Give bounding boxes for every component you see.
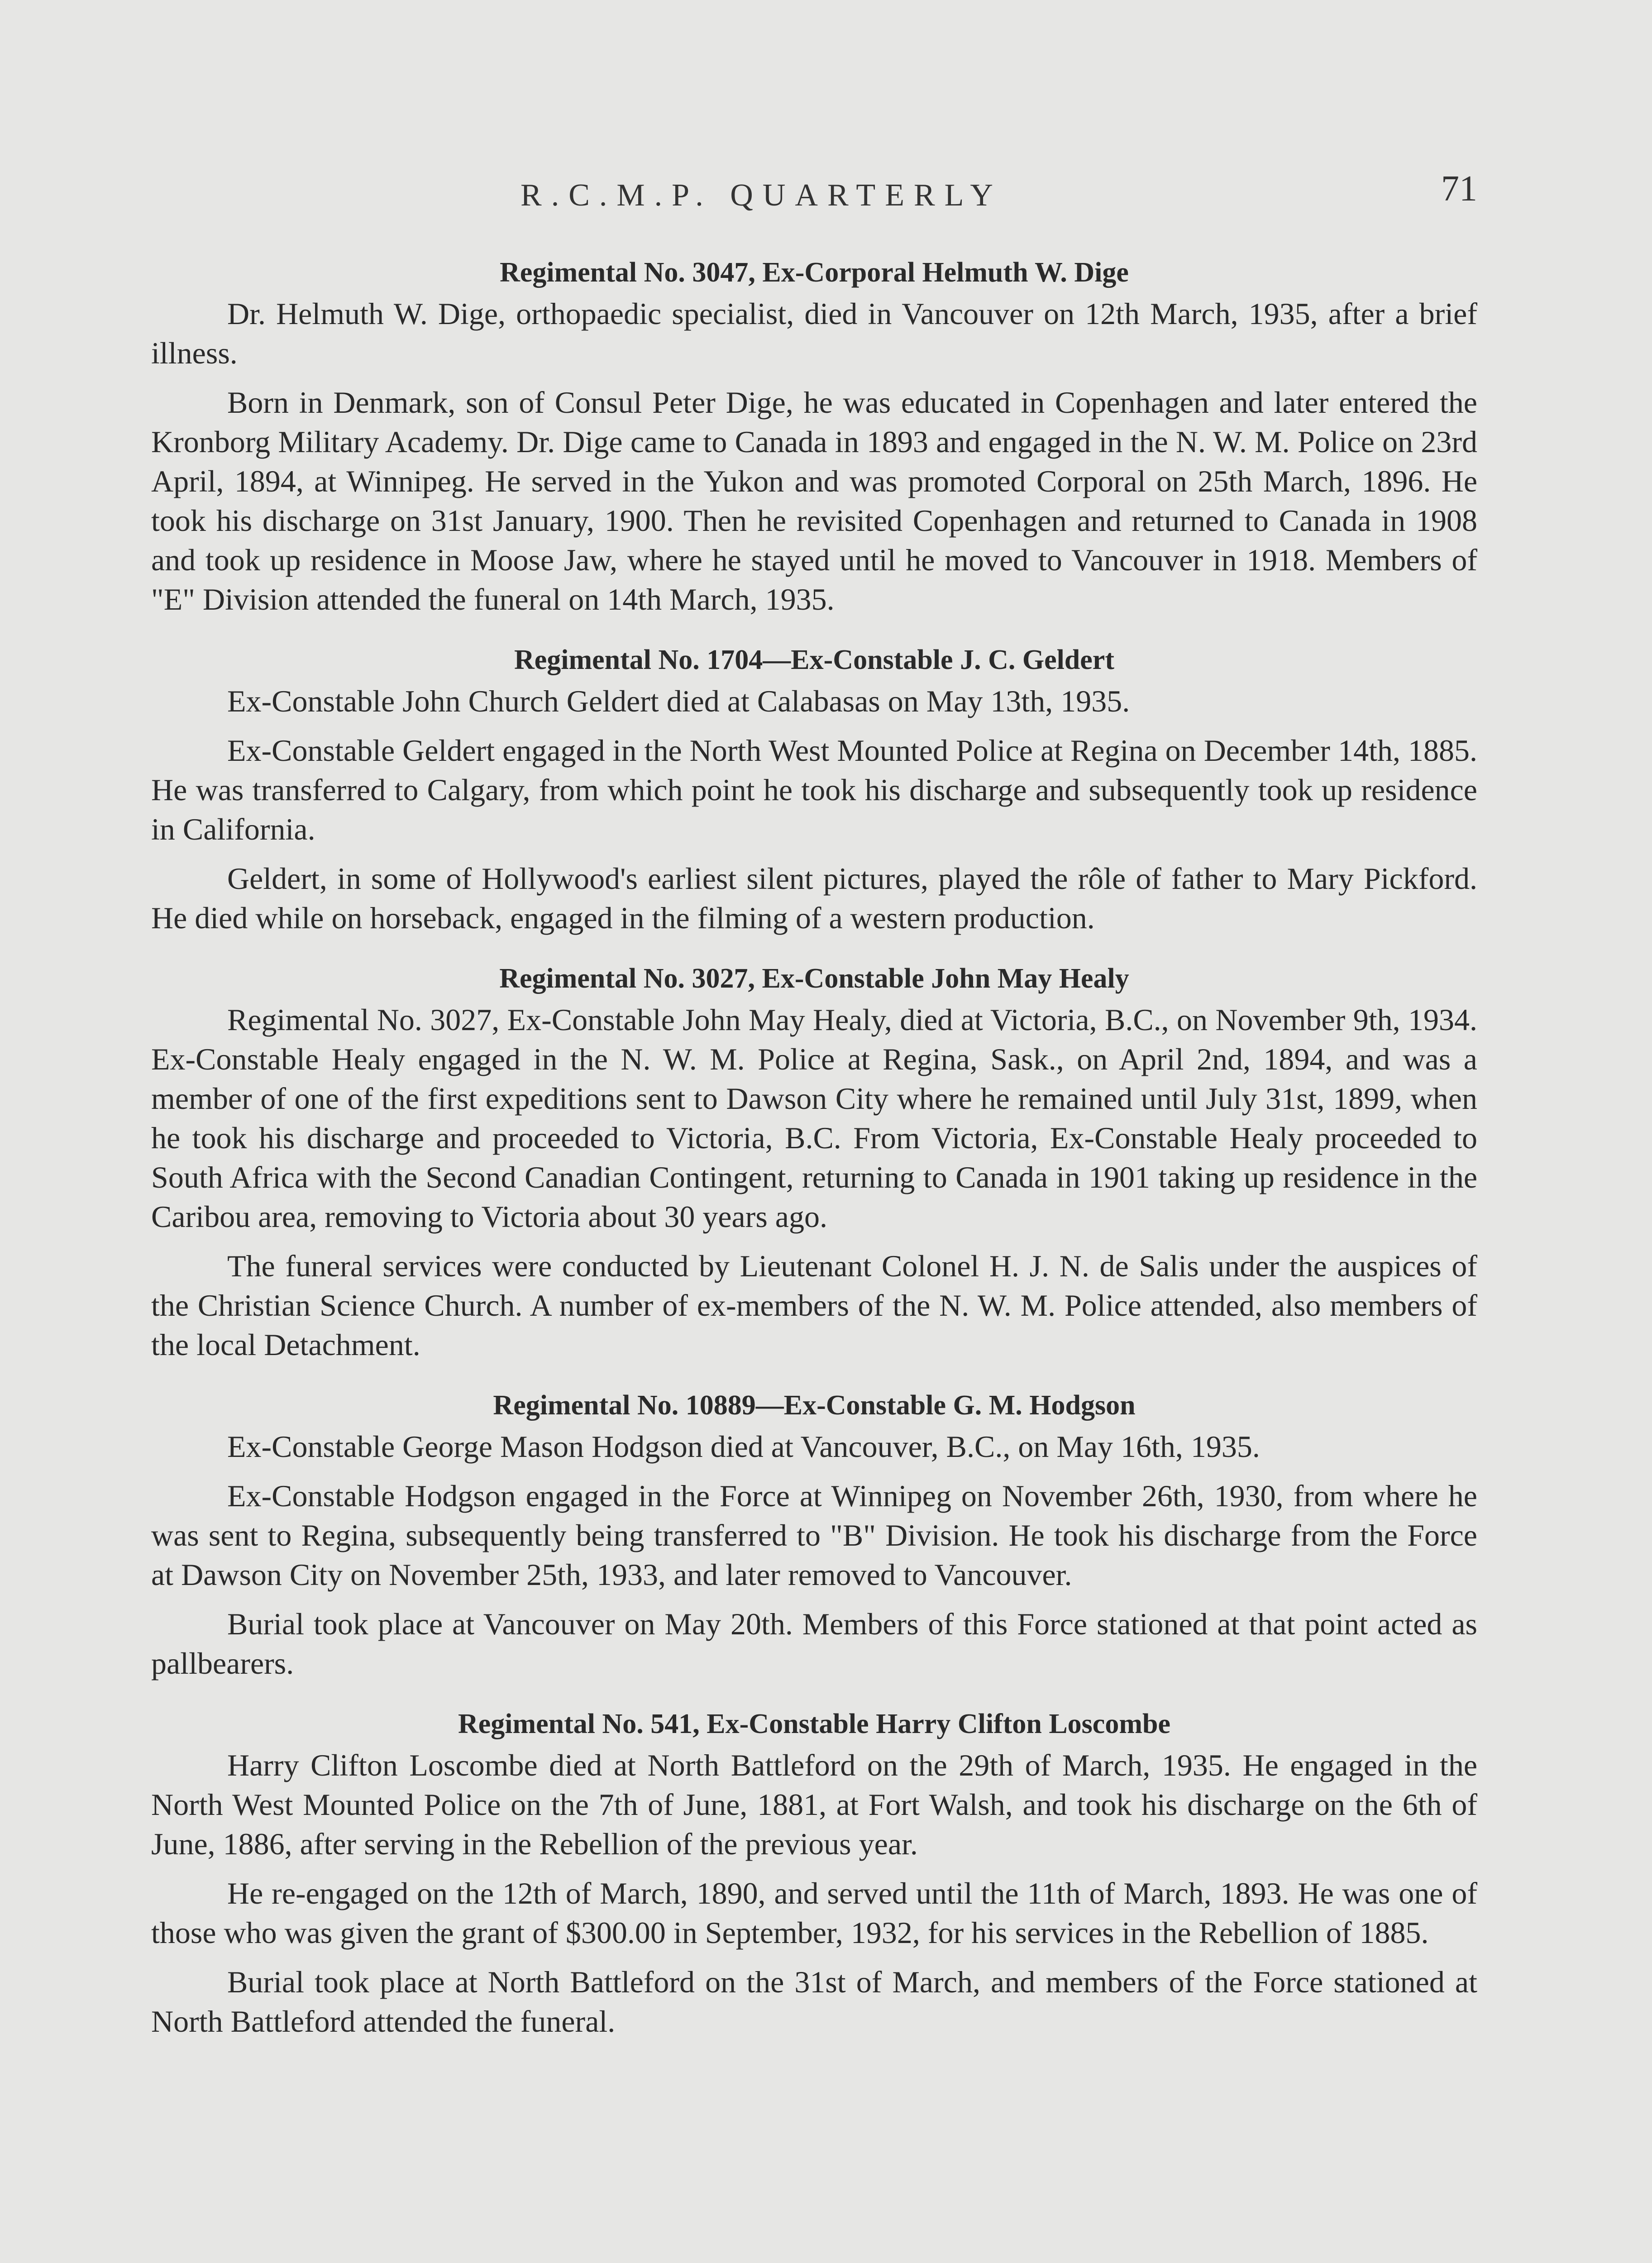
entry-paragraph: Born in Denmark, son of Consul Peter Dige, he was educated in Copenhagen and later entered the Kronborg Military Academy. Dr. Dige came to Canada in 1893 and engaged in the N. W. M. Police on 23rd April, 1894, at Winnipeg. He served in the Yukon and was promoted Corporal on 25th March, 1896. He took his discharge on 31st January, 1900. Then he revisited Copenhagen and returned to Canada in 1908 and took up residence in Moose Jaw, where he stayed until he moved to Vancouver in 1918. Members of "E" Division attended the funeral on 14th March, 1935. — [151, 385, 1477, 616]
entry-paragraph: Ex-Constable Geldert engaged in the North West Mounted Police at Regina on December 14th, 1885. He was transferred to Calgary, from which point he took his discharge and subsequently took up residence in California. — [151, 733, 1477, 846]
entry-paragraph: He re-engaged on the 12th of March, 1890, and served until the 11th of March, 1893. He was one of those who was given the grant of $300.00 in September, 1932, for his services in the Rebellion of 1885. — [151, 1876, 1477, 1950]
entry-paragraph: Regimental No. 3027, Ex-Constable John May Healy, died at Victoria, B.C., on November 9th, 1934. Ex-Constable Healy engaged in the N. W. M. Police at Regina, Sask., on April 2nd, 1894, and was a member of one of the first expeditions sent to Dawson City where he remained until July 31st, 1899, when he took his discharge and proceeded to Victoria, B.C. From Victoria, Ex-Constable Healy proceeded to South Africa with the Second Canadian Contingent, returning to Canada in 1901 taking up residence in the Caribou area, removing to Victoria about 30 years ago. — [151, 1003, 1477, 1234]
obituary-entry-hodgson — [151, 1386, 1477, 1683]
entry-paragraph: Burial took place at North Battleford on the 31st of March, and members of the Force stationed at North Battleford attended the funeral. — [151, 1965, 1477, 2039]
entry-heading: Regimental No. 541, Ex-Constable Harry Clifton Loscombe — [458, 1709, 1170, 1739]
entry-heading: Regimental No. 1704—Ex-Constable J. C. Geldert — [514, 645, 1114, 675]
entry-paragraph: Harry Clifton Loscombe died at North Battleford on the 29th of March, 1935. He engaged in the North West Mounted Police on the 7th of June, 1881, at Fort Walsh, and took his discharge on the 6th of June, 1886, after serving in the Rebellion of the previous year. — [151, 1748, 1477, 1861]
obituaries-column — [151, 253, 1477, 2051]
entry-paragraph: Burial took place at Vancouver on May 20th. Members of this Force stationed at that point acted as pallbearers. — [151, 1607, 1477, 1681]
entry-paragraph: The funeral services were conducted by Lieutenant Colonel H. J. N. de Salis under the auspices of the Christian Science Church. A number of ex-members of the N. W. M. Police attended, also members of the local Detachment. — [151, 1249, 1477, 1362]
entry-paragraph: Ex-Constable John Church Geldert died at Calabasas on May 13th, 1935. — [227, 684, 1130, 718]
running-title: R.C.M.P. QUARTERLY — [520, 178, 1003, 213]
entry-paragraph: Dr. Helmuth W. Dige, orthopaedic specialist, died in Vancouver on 12th March, 1935, after a brief illness. — [151, 296, 1477, 370]
obituary-entry-healy — [151, 960, 1477, 1365]
entry-heading: Regimental No. 3047, Ex-Corporal Helmuth W. Dige — [500, 257, 1129, 288]
obituary-entry-geldert — [151, 641, 1477, 938]
obituary-entry-loscombe — [151, 1705, 1477, 2041]
entry-heading: Regimental No. 3027, Ex-Constable John May Healy — [499, 963, 1129, 994]
obituary-entry-dige — [151, 253, 1477, 619]
page-number: 71 — [1441, 169, 1477, 209]
entry-paragraph: Ex-Constable Hodgson engaged in the Force at Winnipeg on November 26th, 1930, from where he was sent to Regina, subsequently being transferred to "B" Division. He took his discharge from the Force at Dawson City on November 25th, 1933, and later removed to Vancouver. — [151, 1479, 1477, 1592]
entry-paragraph: Ex-Constable George Mason Hodgson died at Vancouver, B.C., on May 16th, 1935. — [227, 1429, 1260, 1464]
entry-paragraph: Geldert, in some of Hollywood's earliest silent pictures, played the rôle of father to Mary Pickford. He died while on horseback, engaged in the filming of a western production. — [151, 861, 1477, 935]
entry-heading: Regimental No. 10889—Ex-Constable G. M. Hodgson — [493, 1390, 1136, 1421]
